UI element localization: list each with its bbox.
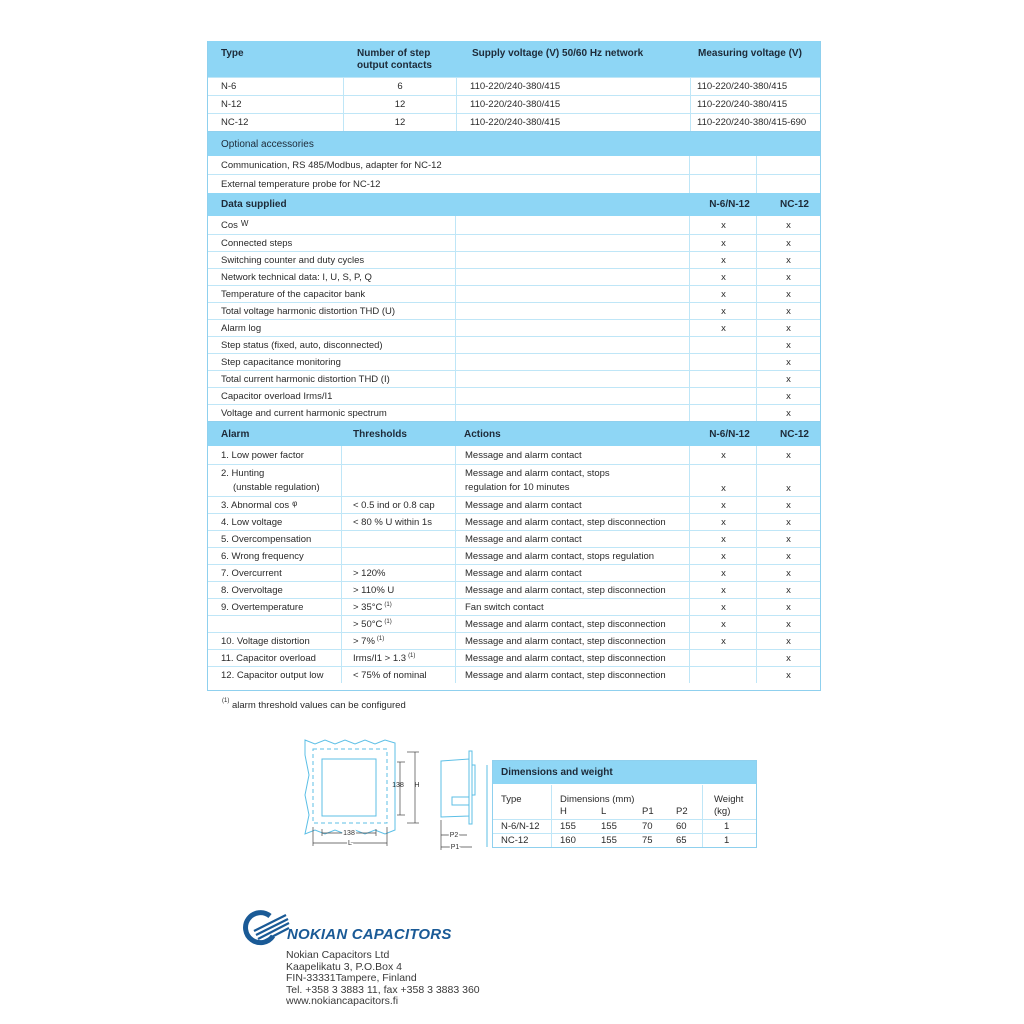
alarm-name: 6. Wrong frequency (221, 550, 304, 562)
alarm-threshold-cell (341, 650, 456, 666)
alarm-n-mark: x (689, 514, 757, 530)
data-supplied-n-mark: x (689, 303, 757, 319)
alarm-name: 11. Capacitor overload (221, 652, 316, 664)
alarm-n-mark: x (689, 548, 757, 564)
accessory-row (208, 174, 820, 193)
data-supplied-empty-cell (455, 252, 690, 268)
data-supplied-label: Step status (fixed, auto, disconnected) (221, 339, 383, 351)
company-logo-text: NOKIAN CAPACITORS (287, 926, 452, 943)
alarm-header (208, 421, 820, 446)
contacts-cell: 12 (343, 114, 456, 131)
threshold-value: > 7% (353, 635, 375, 647)
alarm-name-cell (208, 465, 342, 496)
threshold-value: > 35°C (353, 601, 383, 613)
alarm-name-line2: (unstable regulation) (233, 482, 320, 493)
supply-cell: 110-220/240-380/415 (456, 78, 691, 95)
dim-p1: P1 (450, 844, 460, 851)
alarm-n-mark: x (689, 531, 757, 547)
dim-type-label: Type (501, 794, 522, 805)
threshold-value: < 80 % U within 1s (353, 516, 432, 528)
type-row (208, 113, 820, 131)
dim-row-p1: 75 (642, 835, 653, 846)
action-text: Message and alarm contact, stops regulation (465, 550, 655, 562)
alarm-row (208, 496, 820, 513)
alarm-n-mark: x (689, 633, 757, 649)
data-supplied-col-n: N-6/N-12 (709, 199, 750, 210)
header-supply: Supply voltage (V) 50/60 Hz network (472, 47, 644, 59)
alarm-action-cell (455, 599, 690, 615)
data-supplied-row (208, 234, 820, 251)
alarm-name-cell (208, 616, 342, 632)
dim-sub-p2: P2 (676, 806, 688, 817)
data-supplied-nc-mark: x (756, 354, 820, 370)
data-supplied-empty-cell (455, 371, 690, 387)
data-supplied-nc-mark: x (756, 337, 820, 353)
alarm-nc-mark: x (756, 446, 820, 464)
data-supplied-empty-cell (455, 303, 690, 319)
alarm-nc-mark: x (756, 514, 820, 530)
footnote-marker: (1) (222, 698, 230, 704)
dim-dims-label: Dimensions (mm) (560, 794, 635, 805)
data-supplied-n-mark: x (689, 269, 757, 285)
data-supplied-empty-cell (455, 354, 690, 370)
supply-cell: 110-220/240-380/415 (456, 114, 691, 131)
alarm-name-cell (208, 565, 342, 581)
header-contacts-1: Number of step (357, 47, 431, 59)
dim-sub-h: H (560, 806, 567, 817)
type-row (208, 95, 820, 113)
threshold-value: > 50°C (353, 618, 383, 630)
threshold-value: < 0.5 ind or 0.8 cap (353, 499, 435, 511)
alarm-nc-mark: x (756, 565, 820, 581)
company-street: Kaapelikatu 3, P.O.Box 4 (286, 960, 402, 973)
alarm-action-cell (455, 616, 690, 632)
threshold-value: < 75% of nominal (353, 669, 427, 681)
action-text: Message and alarm contact, step disconnection (465, 669, 666, 681)
data-supplied-label: Network technical data: I, U, S, P, Q (221, 271, 372, 283)
company-name: Nokian Capacitors Ltd (286, 949, 390, 961)
alarm-header-nc: NC-12 (780, 428, 809, 440)
alarm-row (208, 530, 820, 547)
alarm-action-cell (455, 650, 690, 666)
panel-outline (305, 740, 395, 834)
dim-weight-label: Weight (714, 794, 744, 805)
alarm-action-cell (455, 667, 690, 683)
data-supplied-nc-mark: x (756, 388, 820, 404)
type-cell: NC-12 (221, 117, 249, 128)
alarm-n-mark: x (689, 565, 757, 581)
alarm-action-cell (455, 565, 690, 581)
alarm-nc-mark: x (756, 531, 820, 547)
dim-p2: P2 (449, 832, 459, 839)
data-supplied-nc-mark: x (756, 303, 820, 319)
alarm-name-cell (208, 633, 342, 649)
dimensions-table (492, 760, 757, 848)
front-face (322, 759, 376, 816)
alarm-name: 8. Overvoltage (221, 584, 283, 596)
alarm-rows (208, 446, 820, 683)
alarm-name: 4. Low voltage (221, 516, 283, 528)
dim-divider (551, 785, 552, 847)
company-phone: Tel. +358 3 3883 11, fax +358 3 3883 360 (286, 983, 480, 996)
alarm-row (208, 446, 820, 464)
alarm-nc-mark: x (756, 633, 820, 649)
measuring-cell: 110-220/240-380/415 (690, 78, 820, 95)
data-supplied-nc-mark: x (756, 235, 820, 251)
header-type: Type (221, 47, 244, 59)
dim-l: L (348, 840, 352, 847)
data-supplied-row (208, 387, 820, 404)
type-header-row (208, 41, 820, 77)
dim-row-p2: 65 (676, 835, 687, 846)
data-supplied-row (208, 216, 820, 234)
data-supplied-row (208, 353, 820, 370)
accessory-nc-cell (756, 175, 820, 193)
data-supplied-row (208, 268, 820, 285)
data-supplied-empty-cell (455, 337, 690, 353)
action-text: Message and alarm contact, step disconnection (465, 516, 666, 528)
data-supplied-title: Data supplied (221, 199, 287, 210)
supply-cell: 110-220/240-380/415 (456, 96, 691, 113)
alarm-name-cell (208, 582, 342, 598)
dim-row-type: N-6/N-12 (501, 821, 540, 832)
company-address (286, 950, 480, 1008)
header-measuring: Measuring voltage (V) (698, 47, 802, 59)
data-supplied-rows (208, 216, 820, 421)
header-contacts-2: output contacts (357, 59, 432, 71)
alarm-action-cell (455, 497, 690, 513)
alarm-threshold-cell (341, 446, 456, 464)
threshold-value: > 110% U (353, 584, 395, 596)
alarm-name-cell (208, 446, 342, 464)
data-supplied-row (208, 319, 820, 336)
data-supplied-label (208, 216, 455, 234)
dimension-drawing (295, 735, 490, 857)
alarm-threshold-cell (341, 548, 456, 564)
alarm-n-mark: x (689, 616, 757, 632)
alarm-action-cell (455, 446, 690, 464)
alarm-action-cell (455, 531, 690, 547)
alarm-name: 3. Abnormal cos (221, 499, 290, 511)
type-cell: N-12 (221, 99, 242, 110)
alarm-header-actions: Actions (464, 428, 501, 440)
cos-label: Cos (221, 219, 238, 231)
threshold-value: Irms/I1 > 1.3 (353, 652, 407, 664)
action-text: Message and alarm contact, step disconnection (465, 584, 666, 596)
data-supplied-row (208, 404, 820, 421)
data-supplied-n-mark: x (689, 320, 757, 336)
data-supplied-label: Total current harmonic distortion THD (I) (221, 373, 390, 385)
data-supplied-label: Connected steps (221, 237, 293, 249)
action-text: Message and alarm contact, step disconnection (465, 618, 666, 630)
measuring-cell: 110-220/240-380/415-690 (690, 114, 820, 131)
specification-table (207, 41, 821, 691)
action-text: Fan switch contact (465, 601, 544, 613)
dim-row-l: 155 (601, 821, 617, 832)
company-city: FIN-33331Tampere, Finland (286, 972, 417, 984)
data-supplied-empty-cell (455, 286, 690, 302)
alarm-row (208, 564, 820, 581)
footnote (222, 700, 406, 711)
data-supplied-empty-cell (455, 320, 690, 336)
configurable-marker: (1) (408, 653, 416, 659)
accessory-label: Communication, RS 485/Modbus, adapter for NC-12 (221, 159, 442, 171)
alarm-action-cell (455, 514, 690, 530)
measuring-cell: 110-220/240-380/415 (690, 96, 820, 113)
alarm-name-cell (208, 650, 342, 666)
alarm-header-thresholds: Thresholds (353, 428, 407, 440)
action-text: Message and alarm contact (465, 499, 582, 511)
dim-138-width: 138 (343, 830, 355, 837)
data-supplied-n-mark (689, 388, 757, 404)
phi-superscript: φ (292, 498, 298, 508)
alarm-threshold-cell (341, 599, 456, 615)
alarm-row (208, 615, 820, 632)
data-supplied-nc-mark: x (756, 269, 820, 285)
data-supplied-n-mark (689, 371, 757, 387)
alarm-nc-mark: x (756, 599, 820, 615)
alarm-row (208, 464, 820, 496)
data-supplied-row (208, 285, 820, 302)
data-supplied-nc-mark: x (756, 286, 820, 302)
action-text: Message and alarm contact, stops (465, 468, 610, 479)
data-supplied-row (208, 336, 820, 353)
data-supplied-row (208, 302, 820, 319)
alarm-n-mark (689, 650, 757, 666)
alarm-name: 10. Voltage distortion (221, 635, 310, 647)
alarm-action-cell (455, 582, 690, 598)
alarm-row (208, 513, 820, 530)
alarm-name: 9. Overtemperature (221, 601, 304, 613)
dim-row-divider (493, 833, 756, 834)
data-supplied-label: Temperature of the capacitor bank (221, 288, 366, 300)
data-supplied-nc-mark: x (756, 371, 820, 387)
alarm-row (208, 598, 820, 615)
accessory-label: External temperature probe for NC-12 (221, 178, 381, 190)
data-supplied-n-mark: x (689, 286, 757, 302)
data-supplied-empty-cell (455, 235, 690, 251)
data-supplied-label: Total voltage harmonic distortion THD (U) (221, 305, 396, 317)
alarm-threshold-cell (341, 667, 456, 683)
data-supplied-n-mark: x (689, 235, 757, 251)
alarm-name-cell (208, 514, 342, 530)
alarm-name: 1. Low power factor (221, 449, 304, 461)
alarm-action-cell (455, 465, 690, 496)
alarm-threshold-cell (341, 465, 456, 496)
dim-row-l: 155 (601, 835, 617, 846)
dim-row-p2: 60 (676, 821, 687, 832)
dim-row-p1: 70 (642, 821, 653, 832)
dimensions-title: Dimensions and weight (493, 761, 756, 784)
data-supplied-row (208, 251, 820, 268)
alarm-name-cell (208, 599, 342, 615)
alarm-n-mark (689, 667, 757, 683)
type-cell: N-6 (221, 81, 237, 92)
data-supplied-row (208, 370, 820, 387)
action-text: Message and alarm contact, step disconnection (465, 652, 666, 664)
alarm-row (208, 632, 820, 649)
contacts-cell: 6 (343, 78, 456, 95)
dim-row-type: NC-12 (501, 835, 529, 846)
configurable-marker: (1) (384, 602, 392, 608)
dim-row-weight: 1 (724, 821, 730, 832)
alarm-n-mark: x (689, 497, 757, 513)
alarm-name: 7. Overcurrent (221, 567, 282, 579)
cos-superscript: W (240, 218, 249, 228)
dim-row-h: 160 (560, 835, 576, 846)
data-supplied-header (208, 193, 820, 216)
alarm-nc-mark: x (756, 548, 820, 564)
alarm-threshold-cell (341, 531, 456, 547)
data-supplied-empty-cell (455, 216, 690, 234)
alarm-nc-mark: x (756, 582, 820, 598)
data-supplied-col-nc: NC-12 (780, 199, 809, 210)
data-supplied-label: Alarm log (221, 322, 262, 334)
alarm-action-cell (455, 548, 690, 564)
data-supplied-empty-cell (455, 269, 690, 285)
dim-sub-l: L (601, 806, 607, 817)
dim-row-weight: 1 (724, 835, 730, 846)
alarm-threshold-cell (341, 514, 456, 530)
type-row (208, 77, 820, 95)
data-supplied-empty-cell (455, 388, 690, 404)
alarm-threshold-cell (341, 616, 456, 632)
alarm-nc-mark: x (756, 667, 820, 683)
alarm-header-n: N-6/N-12 (709, 428, 750, 440)
action-text-line2: regulation for 10 minutes (465, 482, 570, 493)
alarm-threshold-cell (341, 497, 456, 513)
company-website[interactable]: www.nokiancapacitors.fi (286, 995, 399, 1007)
data-supplied-n-mark (689, 405, 757, 421)
alarm-header-alarm: Alarm (221, 428, 250, 440)
side-view (441, 759, 469, 817)
alarm-nc-mark: x (756, 616, 820, 632)
alarm-n-mark: x (689, 465, 757, 496)
accessories-title: Optional accessories (221, 138, 314, 150)
action-text: Message and alarm contact, step disconnection (465, 635, 666, 647)
alarm-row (208, 547, 820, 564)
data-supplied-nc-mark: x (756, 320, 820, 336)
nokian-logo-icon (240, 909, 290, 947)
alarm-name: 2. Hunting (221, 468, 265, 479)
alarm-name-cell (208, 531, 342, 547)
alarm-name: 12. Capacitor output low (221, 669, 324, 681)
threshold-value: > 120% (353, 567, 386, 579)
accessory-n-cell (689, 175, 757, 193)
alarm-n-mark: x (689, 582, 757, 598)
action-text: Message and alarm contact (465, 567, 582, 579)
dim-row-divider (493, 819, 756, 820)
footnote-text: alarm threshold values can be configured (231, 700, 406, 711)
dim-138-height: 138 (392, 782, 404, 789)
configurable-marker: (1) (376, 636, 385, 642)
data-supplied-n-mark: x (689, 216, 757, 234)
alarm-nc-mark: x (756, 650, 820, 666)
alarm-threshold-cell (341, 582, 456, 598)
alarm-name: 5. Overcompensation (221, 533, 312, 545)
data-supplied-label: Capacitor overload Irms/I1 (221, 390, 333, 402)
accessory-row (208, 156, 820, 174)
alarm-nc-mark: x (756, 465, 820, 496)
data-supplied-nc-mark: x (756, 252, 820, 268)
contacts-cell: 12 (343, 96, 456, 113)
action-text: Message and alarm contact (465, 449, 582, 461)
data-supplied-empty-cell (455, 405, 690, 421)
data-supplied-n-mark: x (689, 252, 757, 268)
alarm-action-cell (455, 633, 690, 649)
alarm-n-mark: x (689, 446, 757, 464)
accessory-nc-cell (756, 156, 820, 174)
data-supplied-nc-mark: x (756, 216, 820, 234)
action-text: Message and alarm contact (465, 533, 582, 545)
data-supplied-label: Step capacitance monitoring (221, 356, 341, 368)
data-supplied-label: Switching counter and duty cycles (221, 254, 365, 266)
configurable-marker: (1) (384, 619, 392, 625)
alarm-threshold-cell (341, 565, 456, 581)
dim-weight-unit: (kg) (714, 806, 731, 817)
accessories-header (208, 131, 820, 156)
accessory-n-cell (689, 156, 757, 174)
alarm-name-cell (208, 667, 342, 683)
dim-row-h: 155 (560, 821, 576, 832)
alarm-row (208, 581, 820, 598)
dim-h: H (414, 782, 420, 789)
dim-divider (702, 785, 703, 847)
alarm-name-cell (208, 497, 342, 513)
dim-sub-p1: P1 (642, 806, 654, 817)
data-supplied-n-mark (689, 354, 757, 370)
data-supplied-n-mark (689, 337, 757, 353)
data-supplied-label: Voltage and current harmonic spectrum (221, 407, 387, 419)
alarm-row (208, 666, 820, 683)
alarm-threshold-cell (341, 633, 456, 649)
alarm-row (208, 649, 820, 666)
alarm-nc-mark: x (756, 497, 820, 513)
alarm-n-mark: x (689, 599, 757, 615)
data-supplied-nc-mark: x (756, 405, 820, 421)
alarm-name-cell (208, 548, 342, 564)
